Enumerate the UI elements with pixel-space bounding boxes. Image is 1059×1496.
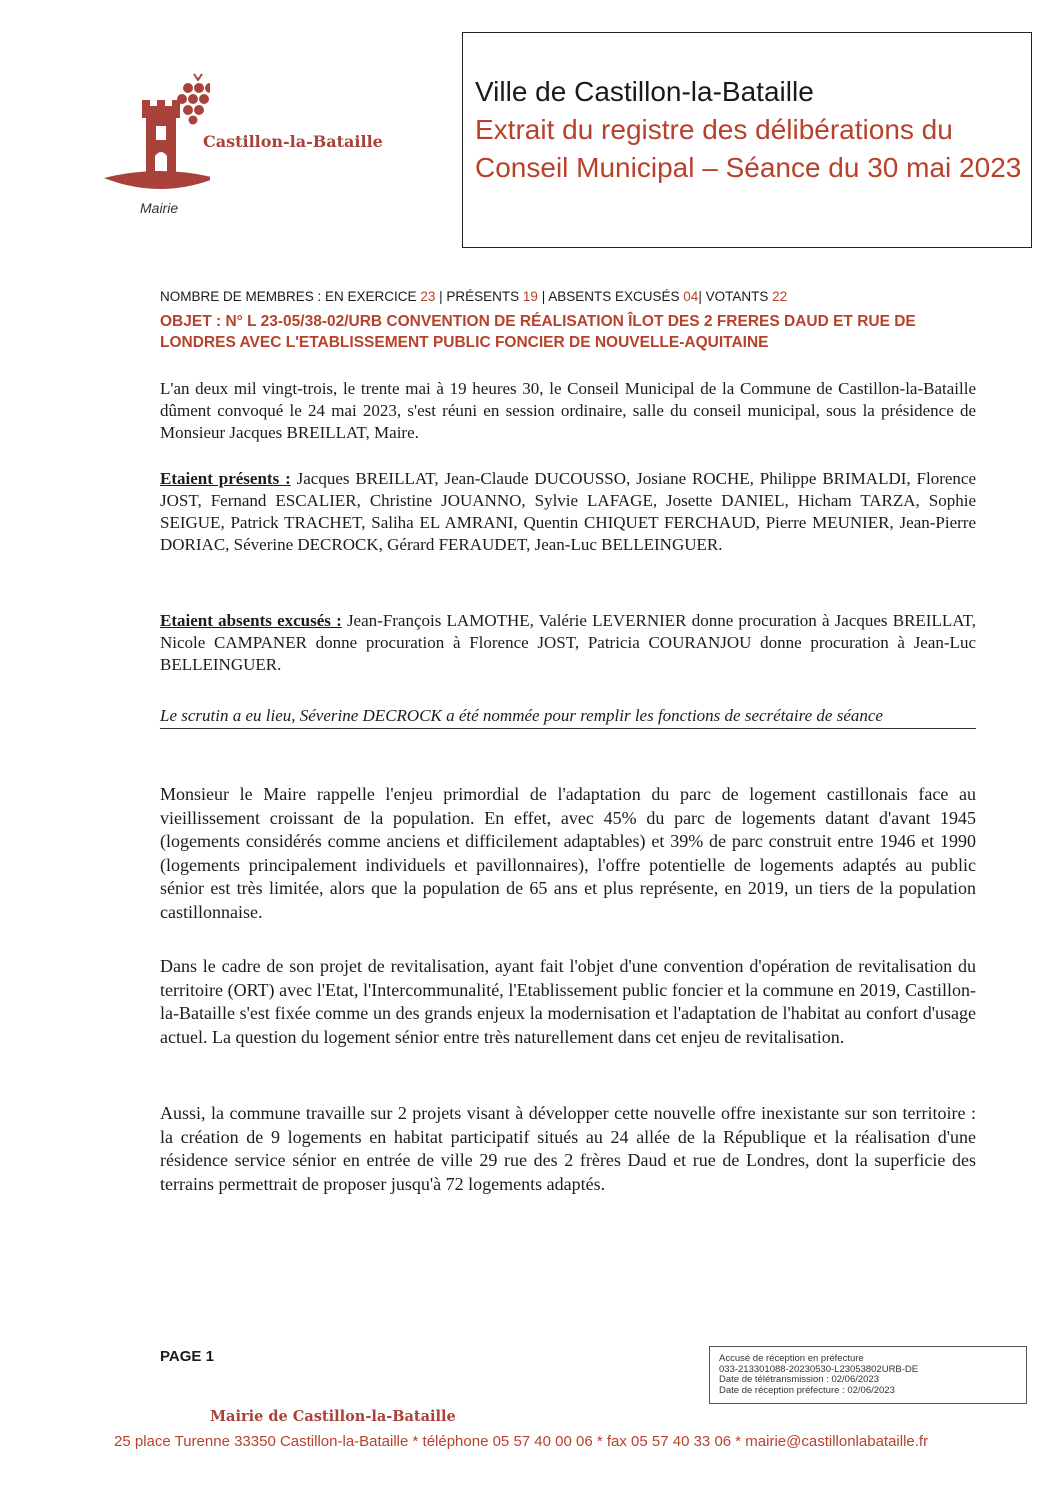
town-logo xyxy=(100,60,420,230)
presents-label: Etaient présents : xyxy=(160,469,291,488)
header-title: Extrait du registre des délibérations du Conseil Municipal – Séance du 30 mai 2023 xyxy=(475,114,1022,183)
presents-paragraph xyxy=(160,468,976,556)
members-line xyxy=(160,289,1000,304)
absents-list: Jean-François LAMOTHE, Valérie LEVERNIER donne procuration à Jacques BREILLAT, Nicole CAMPANER donne procuration à Florence JOST, Patricia COURANJOU donne procuration à Jean-Luc BELLEINGUER. xyxy=(160,611,976,674)
footer-town: Mairie de Castillon-la-Bataille xyxy=(210,1408,456,1425)
stamp-line: Date de réception préfecture : 02/06/2023 xyxy=(719,1384,895,1396)
members-label-presents: | PRÉSENTS xyxy=(439,289,520,304)
presents-list: Jacques BREILLAT, Jean-Claude DUCOUSSO, Josiane ROCHE, Philippe BRIMALDI, Florence JOST, Fernand ESCALIER, Christine JOUANNO, Sylvie LAFAGE, Josette DANIEL, Hicham TARZA, Sophie SEIGUE, Patrick TRACHET, Saliha EL AMRANI, Quentin CHIQUET FERCHAUD, Pierre MEUNIER, Jean-Pierre DORIAC, Séverine DECROCK, Gérard FERAUDET, Jean-Luc BELLEINGUER. xyxy=(160,469,976,554)
members-label-votants: | VOTANTS xyxy=(698,289,769,304)
members-absents: 04 xyxy=(683,289,699,304)
absents-label: Etaient absents excusés : xyxy=(160,611,342,630)
members-label-exercice: NOMBRE DE MEMBRES : EN EXERCICE xyxy=(160,289,417,304)
prefecture-stamp xyxy=(709,1346,1027,1404)
logo-subtitle: Mairie xyxy=(140,200,179,216)
footer-contact: 25 place Turenne 33350 Castillon-la-Bataille * téléphone 05 57 40 00 06 * fax 05 57 40 33 06 * mairie@castillonlabataille.fr xyxy=(114,1433,929,1450)
stamp-line: Accusé de réception en préfecture xyxy=(719,1353,864,1364)
intro-paragraph: L'an deux mil vingt-trois, le trente mai à 19 heures 30, le Conseil Municipal de la Commune de Castillon-la-Bataille dûment convoqué le 24 mai 2023, s'est réuni en session ordinaire, salle du conseil municipal, sous la présidence de Monsieur Jacques BREILLAT, Maire. xyxy=(160,379,976,442)
body-paragraph-3: Aussi, la commune travaille sur 2 projets visant à développer cette nouvelle offre inexistante sur son territoire : la création de 9 logements en habitat participatif situés au 24 allée de la République et la réalisation d'une résidence service sénior en entrée de ville 29 rue des 2 frères Daud et rue de Londres, dont la superficie des terrains permettrait de proposer jusqu'à 72 logements adaptés. xyxy=(160,1103,976,1194)
deliberation-object: OBJET : N° L 23-05/38-02/URB CONVENTION DE RÉALISATION ÎLOT DES 2 FRERES DAUD ET RUE DE LONDRES AVEC L'ETABLISSEMENT PUBLIC FONCIER DE NOUVELLE-AQUITAINE xyxy=(160,313,916,351)
body-paragraph-2: Dans le cadre de son projet de revitalisation, ayant fait l'objet d'une convention d'opération de revitalisation du territoire (ORT) avec l'Etat, l'Intercommunalité, l'Etablissement public foncier et la commune en 2019, Castillon-la-Bataille s'est fixée comme un des grands enjeux la modernisation et l'adaptation de l'habitat au confort d'usage actuel. La question du logement sénior entre très naturellement dans cet enjeu de revitalisation. xyxy=(160,956,976,1047)
members-presents: 19 xyxy=(522,289,538,304)
members-en-exercice: 23 xyxy=(420,289,436,304)
scrutin-note: Le scrutin a eu lieu, Séverine DECROCK a été nommée pour remplir les fonctions de secrétaire de séance xyxy=(160,705,976,729)
members-label-absents: | ABSENTS EXCUSÉS xyxy=(541,289,680,304)
page-number: PAGE 1 xyxy=(160,1348,214,1365)
stamp-line: Date de télétransmission : 02/06/2023 xyxy=(719,1374,880,1386)
members-votants: 22 xyxy=(772,289,788,304)
logo-text: Castillon-la-Bataille xyxy=(203,132,383,151)
absents-paragraph xyxy=(160,610,976,676)
header-box xyxy=(462,32,1032,248)
header-town: Ville de Castillon-la-Bataille xyxy=(475,76,814,107)
body-paragraph-1: Monsieur le Maire rappelle l'enjeu primordial de l'adaptation du parc de logement castillonais face au vieillissement croissant de la population. En effet, avec 45% du parc de logements datant d'avant 1945 (logements considérés comme anciens et difficilement adaptables) et 39% de parc construit entre 1946 et 1990 (logements principalement individuels et pavillonnaires), l'offre potentielle de logements adaptés au public sénior est très limitée, alors que la population de 65 ans et plus représente, en 2019, un tiers de la population castillonnaise. xyxy=(160,784,976,922)
stamp-line: 033-213301088-20230530-L23053802URB-DE xyxy=(719,1363,919,1375)
